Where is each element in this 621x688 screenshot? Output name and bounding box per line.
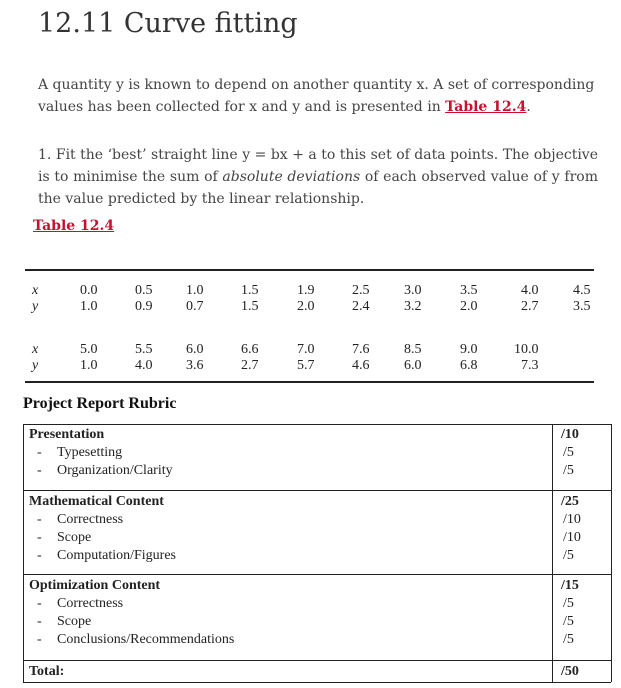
- table-cell: 2.7: [521, 299, 539, 314]
- rubric-title: Project Report Rubric: [23, 395, 177, 412]
- rubric-item: - Organization/Clarity: [37, 463, 173, 478]
- section-heading: Presentation: [29, 427, 105, 442]
- rubric-table: [23, 424, 611, 682]
- table-cell: 3.0: [404, 283, 422, 298]
- intro-text: A quantity y is known to depend on another quantity x. A set of corresponding values has been collected for x and y and is presented in: [38, 77, 595, 115]
- table-cell: 3.2: [404, 299, 422, 314]
- x-label: x: [32, 283, 39, 298]
- table-cell: 3.5: [573, 299, 591, 314]
- item-points: /5: [563, 548, 574, 563]
- rubric-item: - Scope: [37, 530, 92, 545]
- rubric-divider: [23, 490, 611, 491]
- rubric-item: - Typesetting: [37, 445, 123, 460]
- table-cell: 1.5: [241, 299, 259, 314]
- table-cell: 7.6: [352, 342, 370, 357]
- table-row-y1: [25, 299, 594, 315]
- rubric-divider: [23, 574, 611, 575]
- table-label-link[interactable]: Table 12.4: [33, 218, 115, 234]
- rubric-item: - Conclusions/Recommendations: [37, 632, 235, 647]
- item-points: /5: [563, 632, 574, 647]
- table-row-x2: [25, 342, 594, 358]
- table-cell: 2.0: [297, 299, 315, 314]
- section-heading: Mathematical Content: [29, 494, 164, 509]
- task-text-a: 1. Fit the ‘best’ straight line y = bx + a to this set of data points. The objective is to minimise the sum of: [38, 147, 598, 185]
- table-cell: 7.0: [297, 342, 315, 357]
- table-cell: 1.0: [80, 358, 98, 373]
- data-table: [25, 269, 594, 383]
- table-cell: 6.8: [460, 358, 478, 373]
- total-label: Total:: [29, 664, 65, 679]
- rubric-item: - Scope: [37, 614, 92, 629]
- rubric-divider: [23, 660, 611, 661]
- item-points: /10: [563, 512, 581, 527]
- rubric-border-left: [23, 424, 24, 682]
- table-cell: 4.6: [352, 358, 370, 373]
- page-title: 12.11 Curve fitting: [38, 8, 298, 39]
- table-cell: 5.7: [297, 358, 315, 373]
- table-cell: 4.5: [573, 283, 591, 298]
- table-cell: 0.5: [135, 283, 153, 298]
- table-cell: 3.6: [186, 358, 204, 373]
- table-cell: 1.9: [297, 283, 315, 298]
- table-cell: 0.7: [186, 299, 204, 314]
- table-cell: 5.0: [80, 342, 98, 357]
- table-cell: 2.7: [241, 358, 259, 373]
- task-emphasis: absolute deviations: [222, 169, 361, 185]
- rubric-item: - Computation/Figures: [37, 548, 176, 563]
- task-paragraph: [38, 144, 598, 210]
- rubric-border-mid: [552, 424, 553, 682]
- rubric-border-right: [611, 424, 612, 682]
- table-row-y2: [25, 358, 594, 374]
- task-text-b: of each observed value of y from the value predicted by the linear relationship.: [38, 169, 598, 207]
- x-label: x: [32, 342, 39, 357]
- intro-paragraph: [38, 74, 598, 118]
- item-points: /5: [563, 614, 574, 629]
- section-points: /25: [561, 494, 579, 509]
- y-label: y: [32, 358, 39, 373]
- table-cell: 1.5: [241, 283, 259, 298]
- table-cell: 3.5: [460, 283, 478, 298]
- table-cell: 7.3: [521, 358, 539, 373]
- intro-end: .: [526, 99, 531, 115]
- table-cell: 2.5: [352, 283, 370, 298]
- table-link[interactable]: Table 12.4: [445, 99, 527, 115]
- table-cell: 6.6: [241, 342, 259, 357]
- table-cell: 8.5: [404, 342, 422, 357]
- total-points: /50: [561, 664, 579, 679]
- item-points: /5: [563, 463, 574, 478]
- item-points: /5: [563, 596, 574, 611]
- table-cell: 1.0: [186, 283, 204, 298]
- rubric-divider: [23, 682, 611, 683]
- table-cell: 9.0: [460, 342, 478, 357]
- table-cell: 5.5: [135, 342, 153, 357]
- table-cell: 1.0: [80, 299, 98, 314]
- table-cell: 2.4: [352, 299, 370, 314]
- table-row-x1: [25, 283, 594, 299]
- section-heading: Optimization Content: [29, 578, 161, 593]
- rubric-item: - Correctness: [37, 512, 124, 527]
- section-points: /10: [561, 427, 579, 442]
- rubric-item: - Correctness: [37, 596, 124, 611]
- table-cell: 0.0: [80, 283, 98, 298]
- table-cell: 6.0: [186, 342, 204, 357]
- section-points: /15: [561, 578, 579, 593]
- table-cell: 0.9: [135, 299, 153, 314]
- y-label: y: [32, 299, 39, 314]
- table-cell: 2.0: [460, 299, 478, 314]
- item-points: /5: [563, 445, 574, 460]
- item-points: /10: [563, 530, 581, 545]
- rubric-divider: [23, 424, 611, 425]
- table-cell: 6.0: [404, 358, 422, 373]
- table-cell: 4.0: [521, 283, 539, 298]
- table-cell: 4.0: [135, 358, 153, 373]
- table-cell: 10.0: [514, 342, 539, 357]
